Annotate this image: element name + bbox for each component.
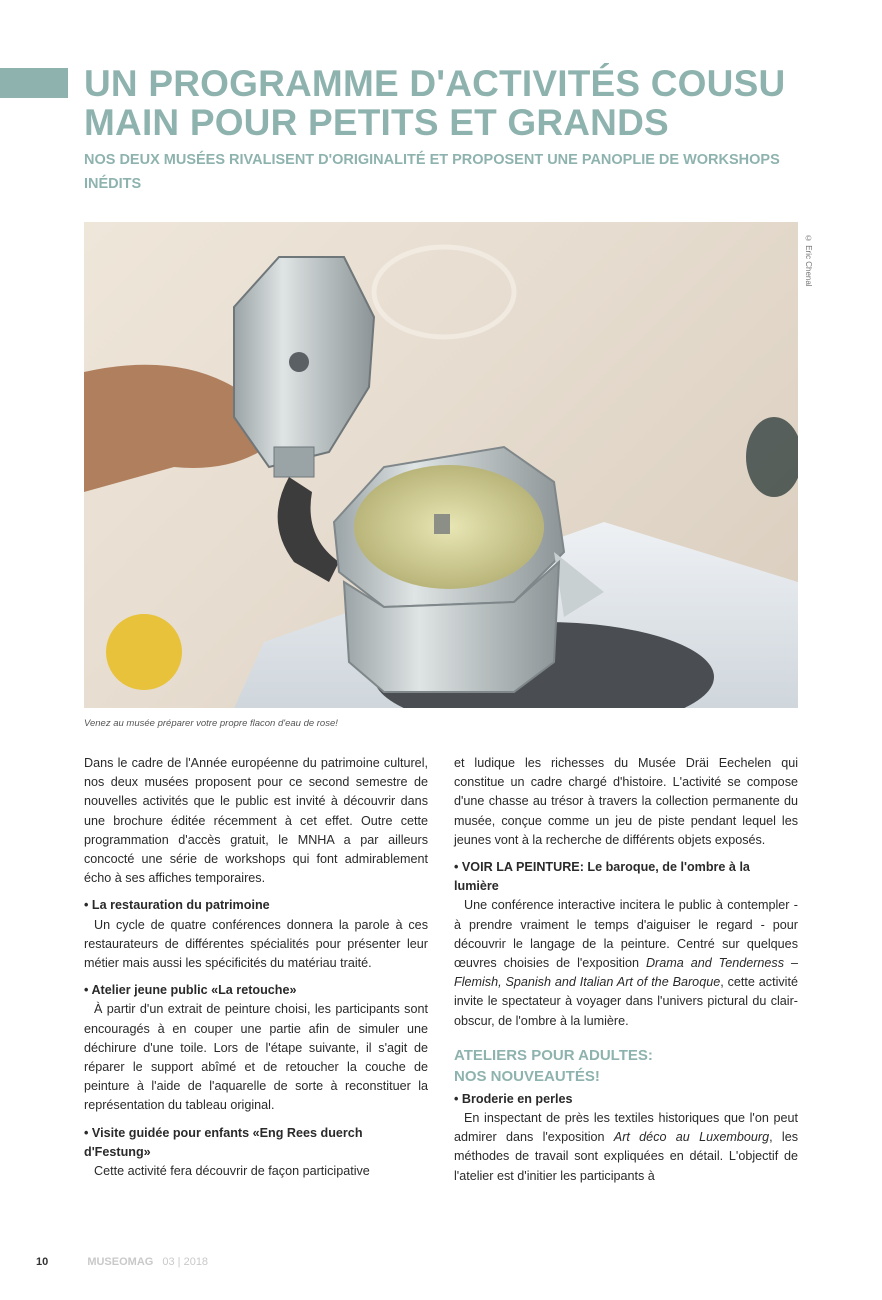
exhibition-title: Art déco au Luxembourg [613,1130,770,1145]
issue-number: 03 | 2018 [162,1256,209,1268]
page-subtitle: NOS DEUX MUSÉES RIVALISENT D'ORIGINALITÉ ET PROPOSENT UNE PANOPLIE DE WORKSHOPS INÉDITS [84,152,780,192]
exhibition-title: Drama and Tenderness – Flemish, Spanish and Italian Art of the Baroque [454,956,798,990]
section-heading-ateliers-adultes [454,1045,798,1087]
magazine-name: MUSEOMAG [87,1256,154,1268]
section-text-restauration: Un cycle de quatre conférences donnera la parole à ces restaurateurs de différentes spécialités pour présenter leur métier mais aussi les spécificités du matériau traité. [84,917,428,971]
heading-line: NOS NOUVEAUTÉS! [454,1067,600,1085]
lid-hinge [274,447,314,477]
photo-caption: Venez au musée préparer votre propre flacon d'eau de rose! [84,718,338,729]
section-text-atelier-retouche: À partir d'un extrait de peinture choisi, les participants sont encouragés à en couper une partie afin de simuler une déchirure d'une toile. Lors de l'étape suivante, il s'agit de réparer le support abîmé et de retoucher la couche de peinture à l'aide de l'aquarelle de sorte à reconstituer la représentation du tableau original. [84,1002,428,1113]
right-column [454,754,798,1186]
title-accent-bar [0,68,68,98]
heading-line: ATELIERS POUR ADULTES: [454,1046,653,1064]
page-number: 10 [36,1256,49,1268]
section-heading-voir-la-peinture: • VOIR LA PEINTURE: Le baroque, de l'ombre à la lumière [454,860,750,894]
text-part: , les méthodes de travail sont expliquées en détail. L'objectif de l'atelier est d'initier les participants à [454,1130,799,1183]
section-heading-broderie: • Broderie en perles [454,1091,573,1106]
article-photo [84,222,798,708]
kitchen-scene [84,247,798,708]
page-footer [36,1256,208,1268]
section-text-broderie [454,1109,798,1186]
continued-paragraph: et ludique les richesses du Musée Dräi Eechelen qui constitue un cadre chargé d'histoire. L'activité se compose d'une chasse au trésor à travers la collection permanente du musée, conçue comme un jeu de piste pendant lequel les jeunes vont à la recherche de différents objets exposés. [454,756,798,847]
text-part: En inspectant de près les textiles historiques que l'on peut admirer dans l'exposition [454,1111,798,1145]
glass-bowl [374,247,514,337]
dark-glass [746,417,798,497]
text-part: Une conférence interactive incitera le public à contempler - à prendre vraiment le temps d'aiguiser le regard - pour découvrir le langage de la peinture. Centré sur quelques œuvres choisies de l'exposition [454,898,798,971]
left-column [84,754,428,1181]
hand [84,365,259,492]
page-title: UN PROGRAMME D'ACTIVITÉS COUSU MAIN POUR PETITS ET GRANDS [84,63,786,143]
funnel-stem [434,514,450,534]
pot-handle [278,477,339,582]
section-heading-visite-guidee: • Visite guidée pour enfants «Eng Rees duerch d'Festung» [84,1125,363,1159]
section-text-visite-guidee: Cette activité fera découvrir de façon participative [94,1164,370,1179]
text-part: , cette activité invite le spectateur à voyager dans l'univers pictural du clair-obscur, de l'ombre à la lumière. [454,975,798,1028]
photo-credit: © Eric Chenal [804,234,813,287]
section-heading-restauration: • La restauration du patrimoine [84,898,270,913]
section-text-voir-la-peinture [454,896,798,1030]
lid-knob [289,352,309,372]
intro-paragraph: Dans le cadre de l'Année européenne du patrimoine culturel, nos deux musées proposent pour ce second semestre de nouvelles activités que le public est invité à découvrir dans une brochure éditée récemment à cet effet. Outre cette programmation d'accès gratuit, le MNHA a par ailleurs concocté une série de workshops qui font admirablement écho à ses affiches temporaires. [84,756,428,886]
section-heading-atelier-retouche: • Atelier jeune public «La retouche» [84,983,297,998]
lemon [106,614,182,690]
